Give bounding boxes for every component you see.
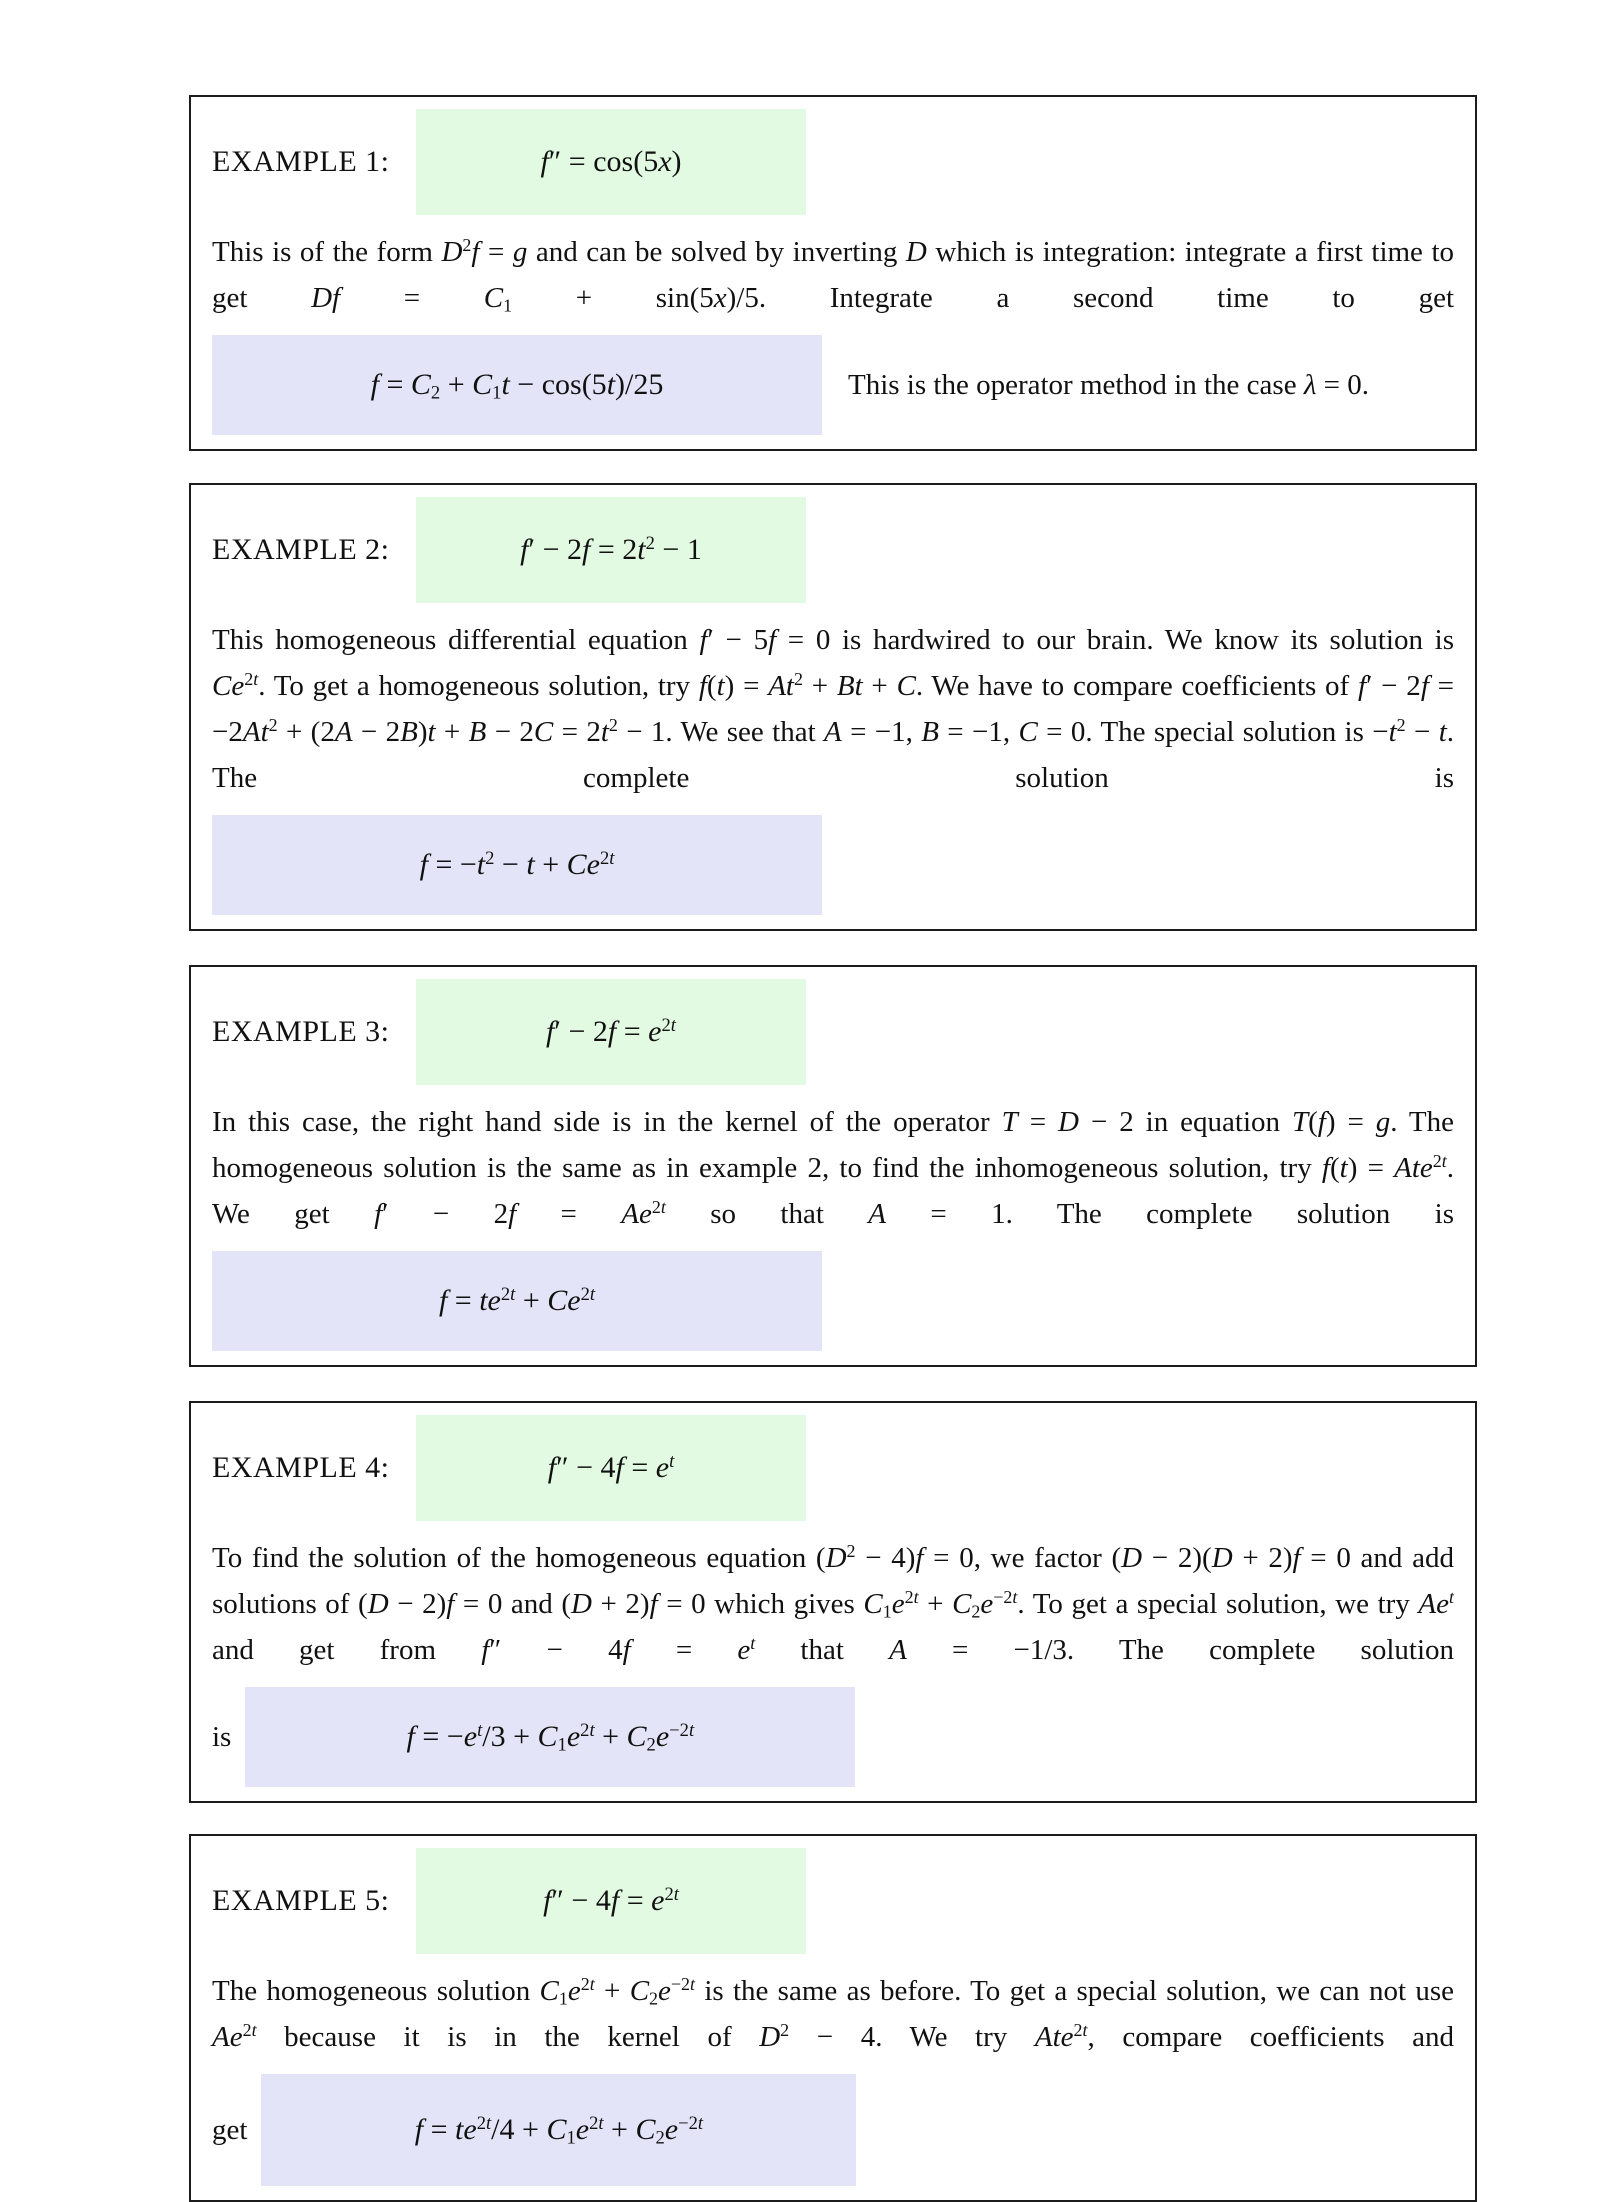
example-3-problem-equation: $f' - 2f = e^{2t}$ (546, 1014, 676, 1048)
example-4-label: EXAMPLE 4: (212, 1451, 390, 1484)
example-3-label: EXAMPLE 3: (212, 1015, 390, 1048)
example-3-solution-highlight (212, 1251, 822, 1351)
example-1-box (189, 95, 1477, 451)
example-2-body-text: This homogeneous differential equation f′ − 5f = 0 is hardwired to our brain. We know its solution is $Ce^{2t}$. To get a homogeneous solution, try $f(t) = At^2 + Bt + C$. We have to compare coefficients of $f' - 2f = -2At^2 + (2A - 2B)t + B - 2C = 2t^2 - 1$. We see that A = −1, B = −1, C = 0. The special solution is $-t^2 - t$. The complete solution is (212, 624, 1455, 794)
example-4-lead-word: is (212, 1720, 232, 1753)
example-3-box (189, 965, 1477, 1367)
example-3-header (212, 979, 1454, 1085)
example-4-header (212, 1415, 1454, 1521)
document-page (0, 95, 1600, 2202)
example-1-header (212, 109, 1454, 215)
example-2-label: EXAMPLE 2: (212, 533, 390, 566)
example-2-solution-equation: $f = -t^2 - t + Ce^{2t}$ (419, 847, 615, 881)
example-1-problem-highlight (416, 109, 806, 215)
example-5-header (212, 1848, 1454, 1954)
example-5-body-text: The homogeneous solution $C_1e^{2t} + C_2e^{-2t}$ is the same as before. To get a special solution, we can not use $Ae^{2t}$ because it is in the kernel of $D^2 - 4$. We try Ate$^{2t}$, compare coefficients and (212, 1974, 1454, 2053)
example-2-problem-highlight (416, 497, 806, 603)
example-5-solution-equation: $f = te^{2t}/4 + C_1e^{2t} + C_2e^{-2t}$ (414, 2112, 704, 2149)
example-1-solution-equation: $f = C_2 + C_1t - \cos(5t)/25$ (370, 368, 664, 404)
example-2-problem-equation: $f' - 2f = 2t^2 - 1$ (520, 532, 702, 566)
example-3-solution-row (212, 1251, 1454, 1351)
example-5-box (189, 1834, 1477, 2202)
example-1-body-text: This is of the form $D^2f = g$ and can be solved by inverting D which is integration: integrate a first time to get $Df = C_1 + \sin(5x)/5$. Integrate a second time to get (212, 235, 1455, 316)
example-4-problem-equation: $f'' - 4f = e^t$ (547, 1450, 675, 1484)
example-1-label: EXAMPLE 1: (212, 145, 390, 178)
example-5-lead-word: get (212, 2113, 248, 2146)
example-1-solution-highlight (212, 335, 822, 435)
example-3-solution-equation: $f = te^{2t} + Ce^{2t}$ (438, 1283, 596, 1317)
example-5-label: EXAMPLE 5: (212, 1884, 390, 1917)
example-2-header (212, 497, 1454, 603)
example-4-solution-equation: $f = -e^t/3 + C_1e^{2t} + C_2e^{-2t}$ (406, 1719, 695, 1756)
example-5-problem-equation: $f'' - 4f = e^{2t}$ (543, 1883, 679, 1917)
example-3-body-text: In this case, the right hand side is in the kernel of the operator T = D − 2 in equation T(f) = g. The homogeneous solution is the same as in example 2, to find the inhomogeneous solution, try f(t) = Ate$^{2t}$. We get $f' - 2f = Ae^{2t}$ so that A = 1. The complete solution is (212, 1106, 1455, 1230)
example-5-solution-row (212, 2074, 1454, 2186)
example-4-solution-row (212, 1687, 1454, 1787)
example-1-problem-equation: f″ = cos(5x) (540, 145, 682, 178)
example-4-problem-highlight (416, 1415, 806, 1521)
example-5-solution-highlight (261, 2074, 856, 2186)
example-1-solution-row (212, 335, 1454, 435)
example-4-box (189, 1401, 1477, 1803)
example-4-body-text: To find the solution of the homogeneous equation $(D^2 - 4)f = 0$, we factor (D − 2)(D + 2)f = 0 and add solutions of (D − 2)f = 0 and (D + 2)f = 0 which gives $C_1e^{2t} + C_2e^{-2t}$. To get a special solution, we try Ae$^t$ and get from $f'' - 4f = e^t$ that A = −1/3. The complete solution (212, 1541, 1455, 1666)
example-2-solution-highlight (212, 815, 822, 915)
example-1-operator-method-note: This is the operator method in the case λ = 0. (848, 368, 1369, 401)
example-2-solution-row (212, 815, 1454, 915)
example-5-problem-highlight (416, 1848, 806, 1954)
example-2-box (189, 483, 1477, 931)
example-4-solution-highlight (245, 1687, 855, 1787)
example-3-problem-highlight (416, 979, 806, 1085)
